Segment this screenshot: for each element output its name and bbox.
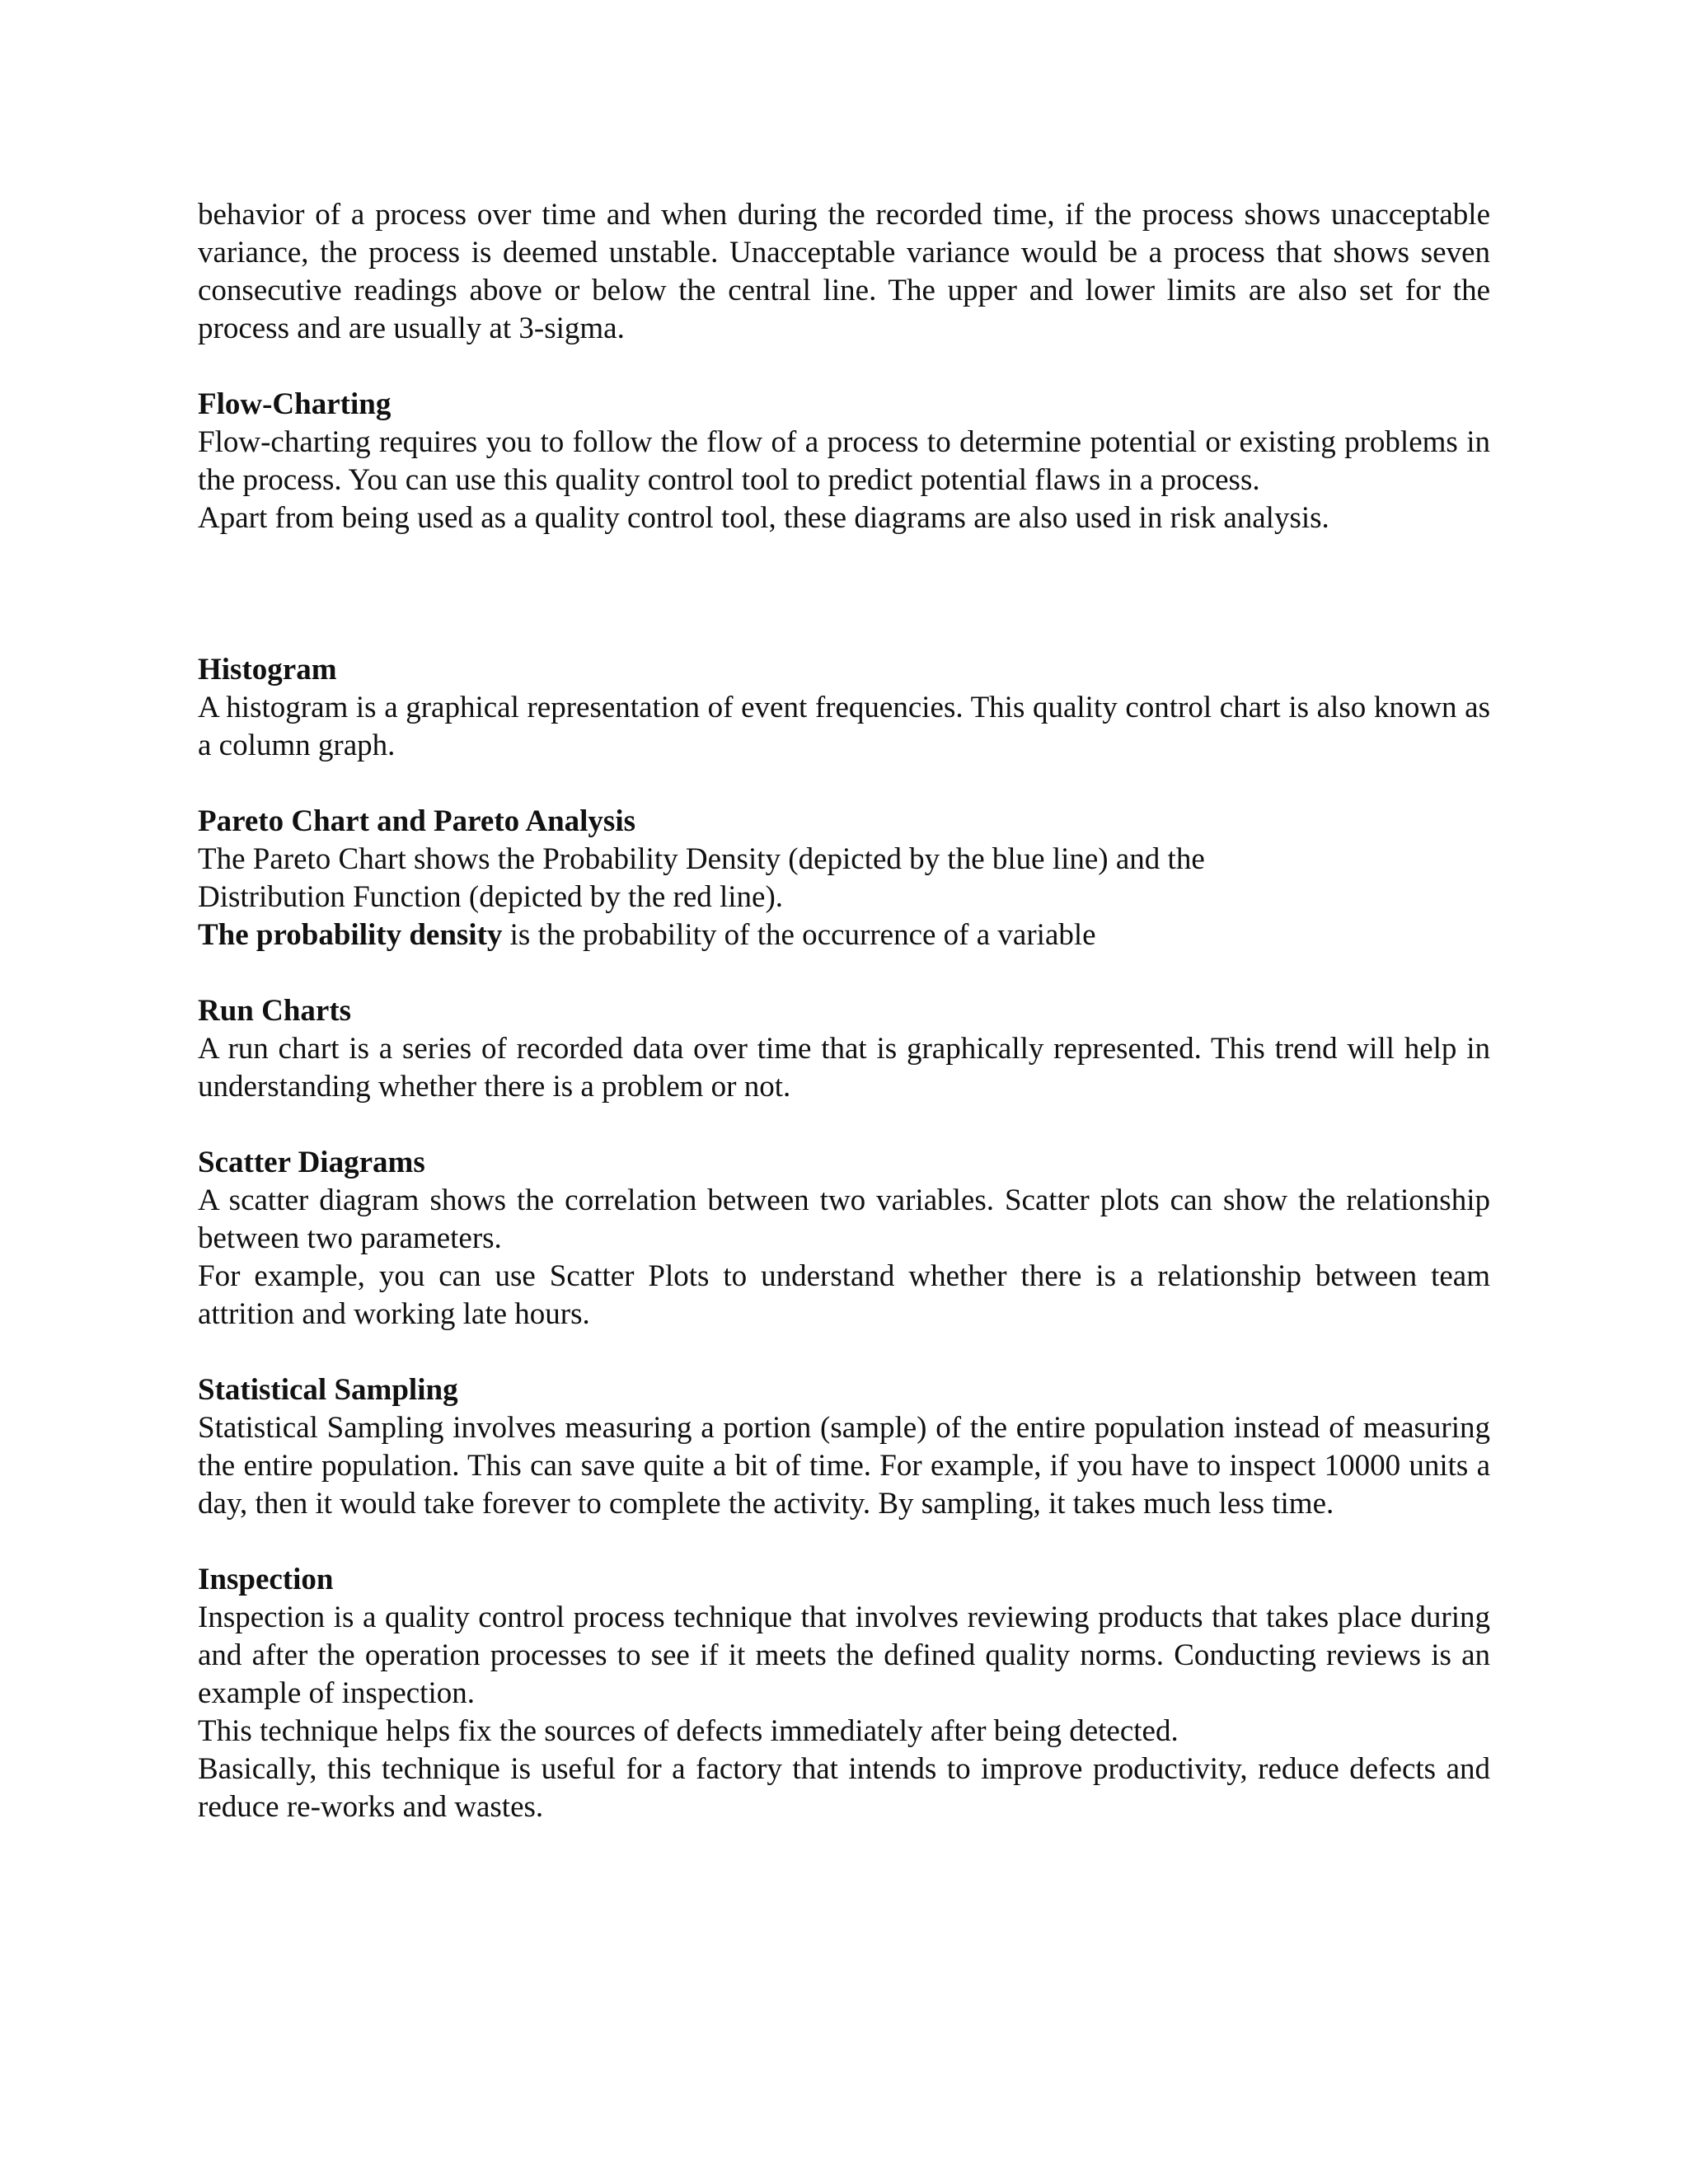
sampling-section — [198, 1371, 1490, 1523]
flow-charting-heading: Flow-Charting — [198, 387, 392, 421]
sampling-heading: Statistical Sampling — [198, 1373, 458, 1407]
flow-charting-paragraph-2: Apart from being used as a quality control tool, these diagrams are also used in risk analysis. — [198, 501, 1329, 535]
run-charts-section — [198, 992, 1490, 1106]
histogram-section — [198, 651, 1490, 765]
scatter-paragraph-2: For example, you can use Scatter Plots to understand whether there is a relationship between team attrition and working late hours. — [198, 1259, 1490, 1331]
inspection-paragraph-1: Inspection is a quality control process technique that involves reviewing products that takes place during and after the operation processes to see if it meets the defined quality norms. Conducting reviews is an example of inspection. — [198, 1601, 1490, 1710]
scatter-heading: Scatter Diagrams — [198, 1146, 425, 1179]
pareto-line-1: The Pareto Chart shows the Probability Density (depicted by the blue line) and the — [198, 842, 1205, 876]
inspection-paragraph-2: This technique helps fix the sources of defects immediately after being detected. — [198, 1714, 1179, 1748]
run-charts-paragraph: A run chart is a series of recorded data over time that is graphically represented. This trend will help in understanding whether there is a problem or not. — [198, 1032, 1490, 1104]
pareto-section — [198, 803, 1490, 954]
inspection-paragraph-3: Basically, this technique is useful for a factory that intends to improve productivity, reduce defects and reduce re-works and wastes. — [198, 1752, 1490, 1824]
scatter-paragraph-1: A scatter diagram shows the correlation between two variables. Scatter plots can show the relationship between two parameters. — [198, 1183, 1490, 1255]
pareto-line-3 — [198, 916, 1490, 954]
document-page — [198, 196, 1490, 1826]
sampling-paragraph: Statistical Sampling involves measuring a portion (sample) of the entire population instead of measuring the entire population. This can save quite a bit of time. For example, if you have to inspect 10000 units a day, then it would take forever to complete the activity. By sampling, it takes much less time. — [198, 1411, 1490, 1521]
intro-section — [198, 196, 1490, 348]
pareto-heading: Pareto Chart and Pareto Analysis — [198, 804, 636, 838]
scatter-section — [198, 1144, 1490, 1333]
histogram-paragraph: A histogram is a graphical representation of event frequencies. This quality control chart is also known as a column graph. — [198, 691, 1490, 762]
flow-charting-paragraph-1: Flow-charting requires you to follow the flow of a process to determine potential or existing problems in the process. You can use this quality control tool to predict potential flaws in a process. — [198, 425, 1490, 497]
intro-paragraph: behavior of a process over time and when during the recorded time, if the process shows unacceptable variance, the process is deemed unstable. Unacceptable variance would be a process that shows seven consecutive readings above or below the central line. The upper and lower limits are also set for the process and are usually at 3-sigma. — [198, 198, 1490, 345]
flow-charting-section — [198, 386, 1490, 537]
pareto-line-2: Distribution Function (depicted by the red line). — [198, 880, 784, 914]
run-charts-heading: Run Charts — [198, 994, 352, 1028]
pareto-line-3-rest: is the probability of the occurrence of a variable — [502, 918, 1096, 952]
probability-density-term: The probability density — [198, 918, 503, 952]
histogram-heading: Histogram — [198, 653, 337, 687]
inspection-section — [198, 1561, 1490, 1826]
inspection-heading: Inspection — [198, 1563, 334, 1596]
